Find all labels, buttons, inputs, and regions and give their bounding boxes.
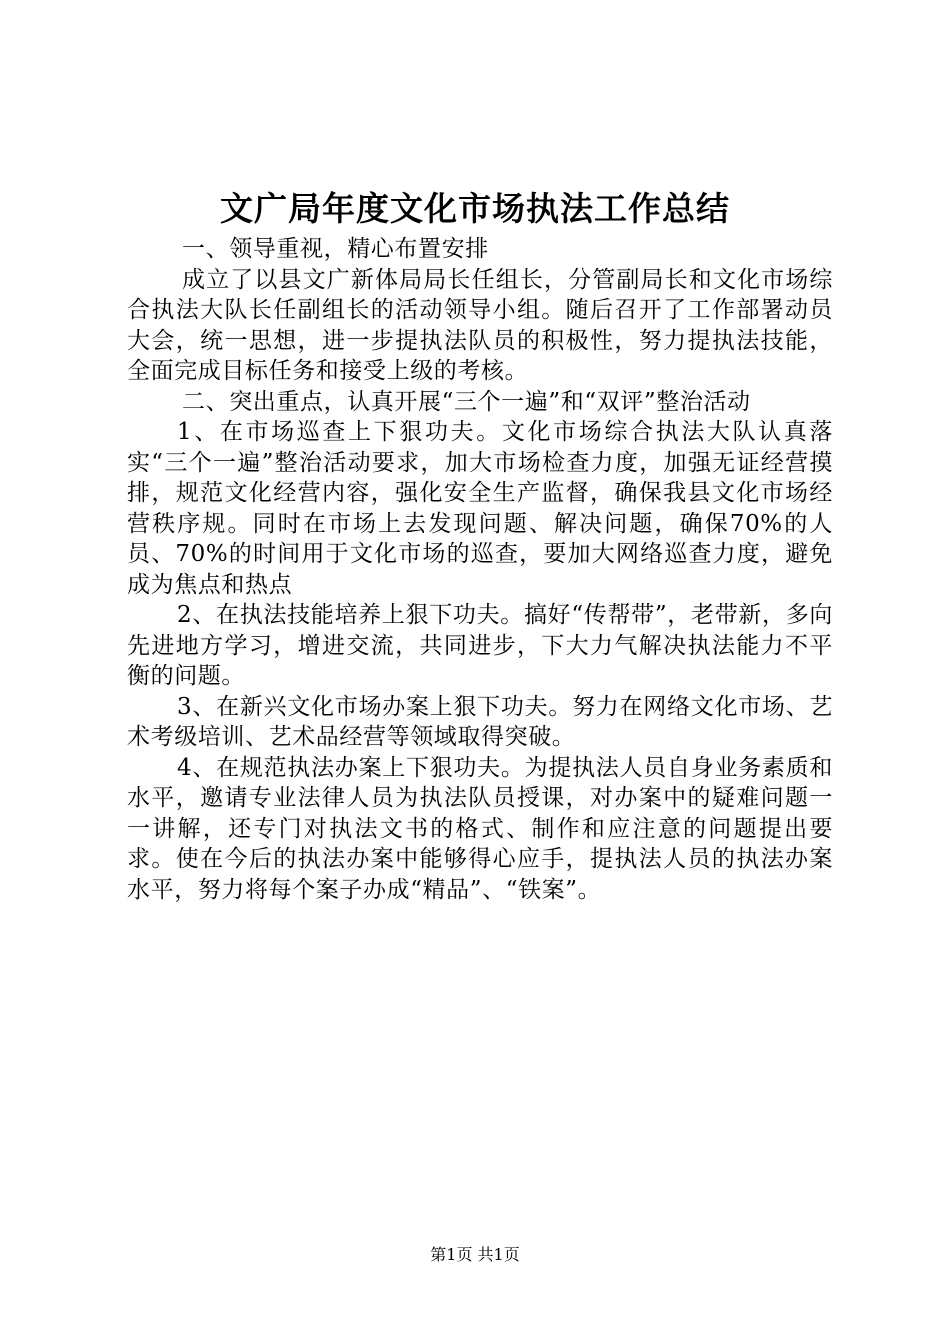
paragraph-item-1: 1、在市场巡查上下狠功夫。文化市场综合执法大队认真落实“三个一遍”整治活动要求，加大市场检查力度，加强无证经营摸排，规范文化经营内容，强化安全生产监督，确保我县文化市场经营秩序规。同时在市场上去发现问题、解决问题，确保70%的人员、70%的时间用于文化市场的巡查，要加大网络巡查力度，避免成为焦点和热点 [127,419,833,598]
paragraph-leadership: 成立了以县文广新体局局长任组长，分管副局长和文化市场综合执法大队长任副组长的活动领导小组。随后召开了工作部署动员大会，统一思想，进一步提执法队员的积极性，努力提执法技能，全面完成目标任务和接受上级的考核。 [127,266,833,384]
section-heading-2: 二、突出重点，认真开展“三个一遍”和“双评”整治活动 [182,388,751,415]
document-body [127,234,833,905]
section-heading-1: 一、领导重视，精心布置安排 [182,236,489,262]
paragraph-item-2: 2、在执法技能培养上狠下功夫。搞好“传帮带”，老带新，多向先进地方学习，增进交流，共同进步，下大力气解决执法能力不平衡的问题。 [127,602,833,689]
paragraph-item-3: 3、在新兴文化市场办案上狠下功夫。努力在网络文化市场、艺术考级培训、艺术品经营等领域取得突破。 [127,693,833,750]
paragraph-item-4: 4、在规范执法办案上下狠功夫。为提执法人员自身业务素质和水平，邀请专业法律人员为执法队员授课，对办案中的疑难问题一一讲解，还专门对执法文书的格式、制作和应注意的问题提出要求。使在今后的执法办案中能够得心应手，提执法人员的执法办案水平，努力将每个案子办成“精品”、“铁案”。 [127,754,833,903]
page-footer: 第1页 共1页 [430,1245,520,1264]
document-title: 文广局年度文化市场执法工作总结 [220,189,730,228]
